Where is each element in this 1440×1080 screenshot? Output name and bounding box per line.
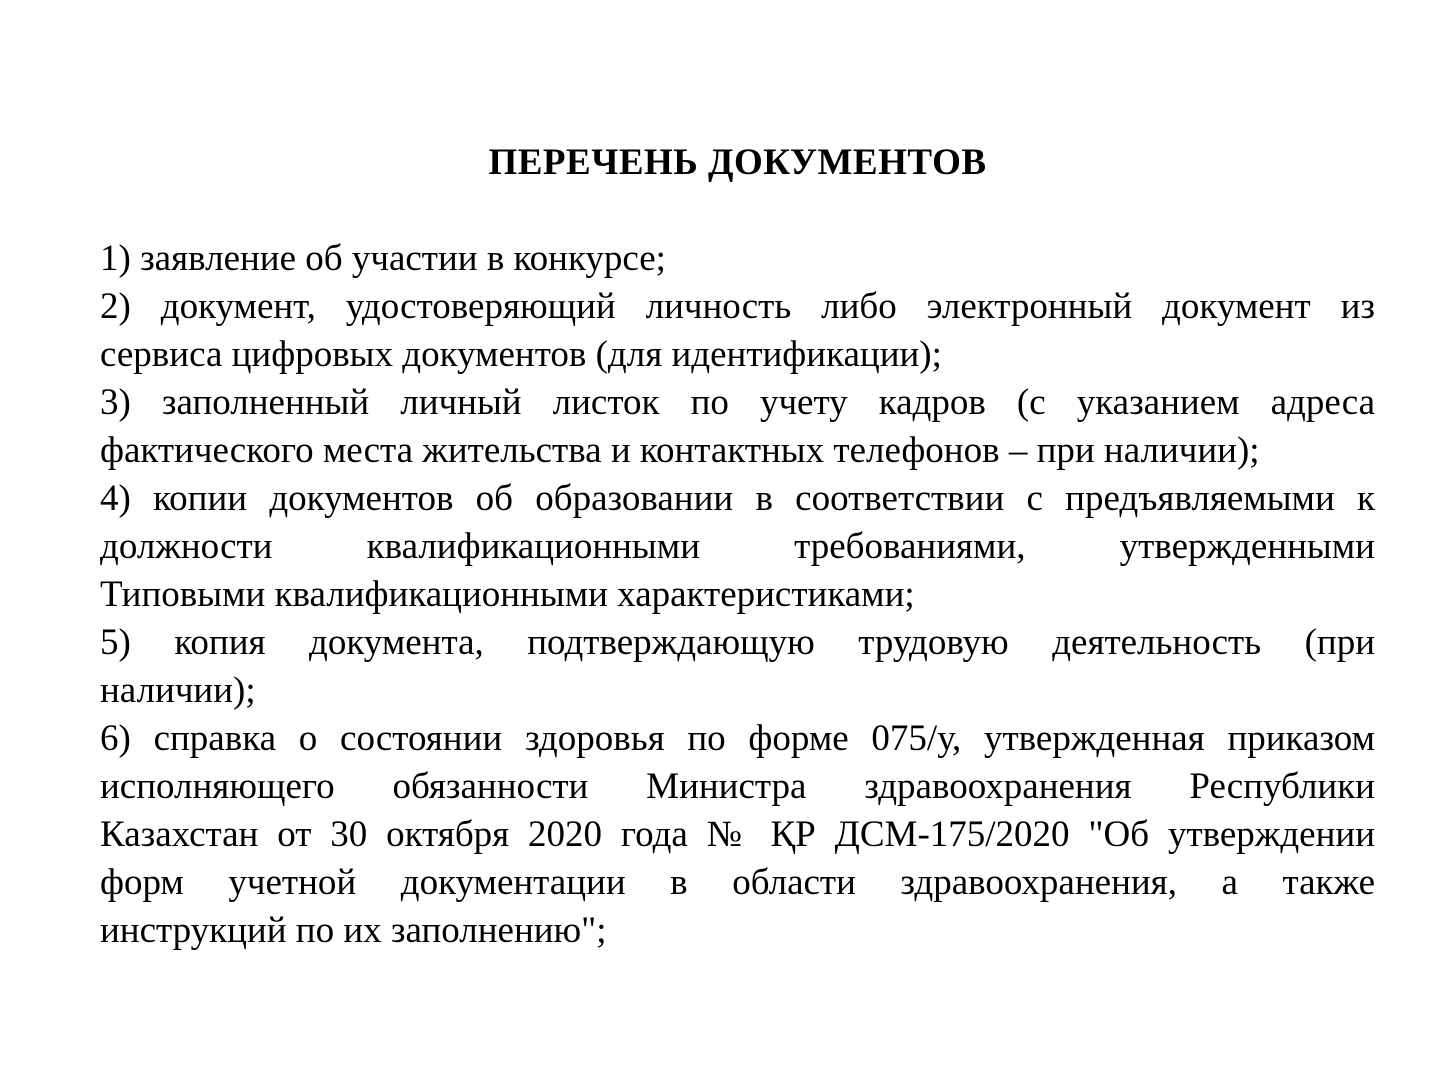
list-item-line: 5) копия документа, подтверждающую трудовую деятельность (при <box>100 622 1375 663</box>
list-item-line: сервиса цифровых документов (для идентификации); <box>100 334 942 375</box>
page-title: ПЕРЕЧЕНЬ ДОКУМЕНТОВ <box>488 142 987 183</box>
list-item <box>100 379 1375 475</box>
list-item <box>100 715 1375 955</box>
list-item <box>100 619 1375 715</box>
list-item-line: исполняющего обязанности Министра здравоохранения Республики <box>100 766 1375 807</box>
list-item-line: 3) заполненный личный листок по учету кадров (с указанием адреса <box>100 382 1375 423</box>
document-body <box>100 235 1375 955</box>
list-item-line: наличии); <box>100 670 256 711</box>
list-item-line: 2) документ, удостоверяющий личность либо электронный документ из <box>100 286 1375 327</box>
list-item-line: инструкций по их заполнению"; <box>100 910 607 951</box>
list-item-line: Казахстан от 30 октября 2020 года № ҚР ДСМ-175/2020 "Об утверждении <box>100 814 1375 855</box>
list-item <box>100 235 1375 283</box>
list-item-line: должности квалификационными требованиями, утвержденными <box>100 526 1375 567</box>
list-item-line: 4) копии документов об образовании в соответствии с предъявляемыми к <box>100 478 1375 519</box>
list-item-line: 6) справка о состоянии здоровья по форме 075/у, утвержденная приказом <box>100 718 1375 759</box>
list-item-line: форм учетной документации в области здравоохранения, а также <box>100 862 1375 903</box>
list-item-line: фактического места жительства и контактных телефонов – при наличии); <box>100 430 1260 471</box>
list-item-line: 1) заявление об участии в конкурсе; <box>100 238 666 279</box>
list-item <box>100 475 1375 619</box>
title-body-spacer <box>100 187 1375 235</box>
list-item <box>100 283 1375 379</box>
list-item-line: Типовыми квалификационными характеристиками; <box>100 574 915 615</box>
